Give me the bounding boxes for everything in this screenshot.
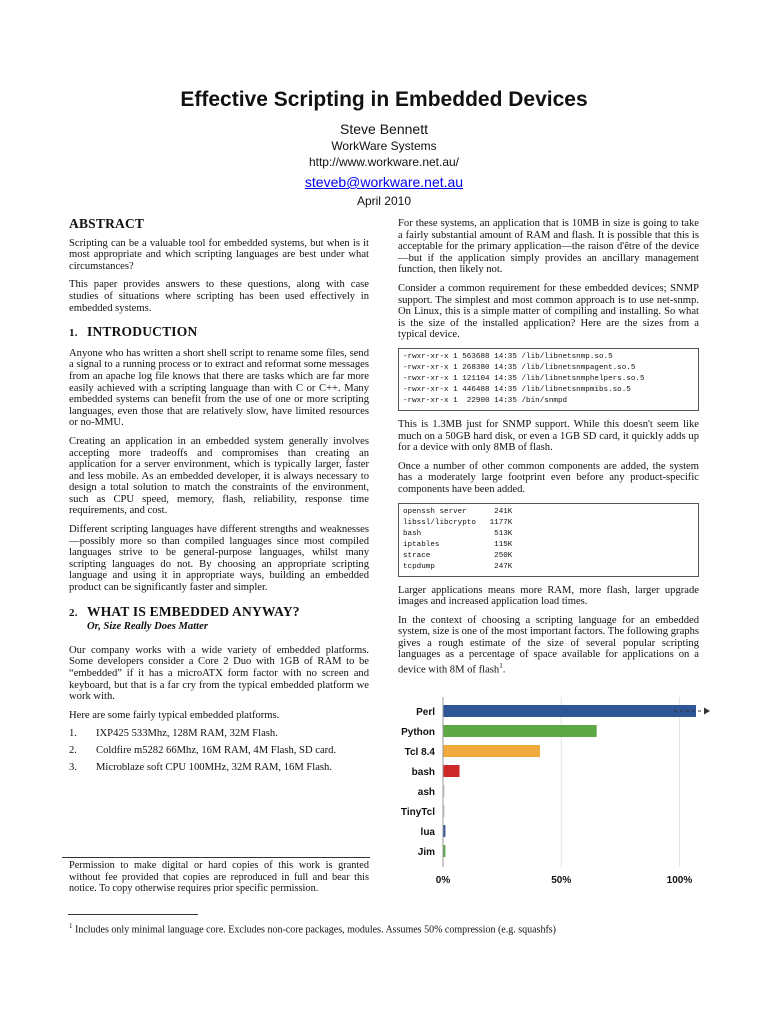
x-tick-label: 100%: [666, 875, 693, 883]
code-line: openssh server 241K: [403, 507, 513, 516]
truncation-arrow-icon: [704, 708, 710, 715]
bar: [443, 705, 696, 717]
author-organization: WorkWare Systems: [331, 139, 437, 153]
code-listing-snmp: [398, 348, 699, 411]
section-heading: [69, 326, 369, 340]
code-line: -rwxr-xr-x 1 446488 14:35 /lib/libnetsnmpmibs.so.5: [403, 385, 631, 394]
body-paragraph: [398, 615, 699, 677]
list-item: [69, 745, 369, 757]
list-item: [69, 728, 369, 740]
body-paragraph: Anyone who has written a short shell script to rename some files, send a signal to a running process or to extract and reformat some messages from an apache log file knows that there are tasks which are far more easily achieved with a scripting language than with C or C++. Many embedded systems can benefit from the use of one or more scripting languages, even those that are relatively slow, have limited resources or no-MMU.: [69, 347, 369, 429]
body-paragraph: For these systems, an application that is 10MB in size is going to take a fairly substantial amount of RAM and flash. It is possible that this is acceptable for the primary application—the raison d'être of the device—but if the application simply provides an ancillary management function, then likely not.: [398, 218, 699, 276]
author-url: http://www.workware.net.au/: [308, 155, 460, 169]
paragraph-text: In the context of choosing a scripting language for an embedded system, size is one of the most important factors. The following graphs gives a rough estimate of the size of several popular scripting languages as a percentage of space available for applications on a device with 8M of flash: [398, 614, 699, 676]
code-line: -rwxr-xr-x 1 563688 14:35 /lib/libnetsnmp.so.5: [403, 352, 613, 361]
body-paragraph: Consider a common requirement for these embedded devices; SNMP support. The simplest and most common approach is to use net-snmp. On Linux, this is a simple matter of compiling and installing. So what is the size of the installed application? Here are the sizes from a typical device.: [398, 282, 699, 341]
section-title: INTRODUCTION: [87, 324, 198, 340]
bar: [443, 745, 540, 757]
email-link[interactable]: steveb@workware.net.au: [304, 174, 464, 190]
code-listing-components: [398, 503, 699, 577]
code-line: -rwxr-xr-x 1 121104 14:35 /lib/libnetsnmphelpers.so.5: [403, 374, 645, 383]
footnote-mark: 1: [69, 922, 73, 930]
category-label: TinyTcl: [400, 807, 435, 818]
list-text: Microblaze soft CPU 100MHz, 32M RAM, 16M Flash.: [96, 761, 333, 773]
paragraph-text: .: [502, 664, 506, 676]
section-subtitle: Or, Size Really Does Matter: [87, 621, 208, 633]
paper-date: April 2010: [356, 194, 412, 208]
footnote-text: Includes only minimal language core. Excludes non-core packages, modules. Assumes 50% compression (e.g. squashfs): [72, 924, 556, 936]
code-line: tcpdump 247K: [403, 562, 513, 571]
platform-list: [69, 728, 369, 773]
code-line: iptables 115K: [403, 540, 513, 549]
bar: [443, 765, 460, 777]
body-paragraph: Different scripting languages have different strengths and weaknesses—possibly more so than compiled languages since most compiled languages strive to be general-purpose languages, whilst many scripting languages do not. By choosing an appropriate scripting language and using it in appropriate ways, building an embedded product can be significantly faster and simpler.: [69, 524, 369, 594]
permission-notice: Permission to make digital or hard copies of this work is granted without fee provided that copies are reproduced in full and bear this notice. To copy otherwise requires prior specific permission.: [69, 860, 369, 895]
code-line: bash 513K: [403, 529, 513, 538]
section-heading: [69, 603, 369, 620]
list-number: 1.: [69, 728, 77, 740]
footnote-ref[interactable]: 1: [499, 662, 503, 671]
paper-title: Effective Scripting in Embedded Devices: [180, 88, 588, 111]
code-line: -rwxr-xr-x 1 22900 14:35 /bin/snmpd: [403, 396, 568, 405]
body-paragraph: Larger applications means more RAM, more flash, larger upgrade images and increased application load times.: [398, 584, 699, 608]
list-text: Coldfire m5282 66Mhz, 16M RAM, 4M Flash, SD card.: [96, 744, 337, 756]
category-label: lua: [420, 827, 435, 838]
category-label: Jim: [417, 847, 435, 858]
body-paragraph: Creating an application in an embedded system generally involves accepting more tradeoffs and compromises than creating an application for a server environment, which is typically larger, faster and less mobile. As an embedded developer, it is always necessary to design a total solution to match the constraints of the environment, such as CPU speed, memory, flash, reliability, response time requirements, and cost.: [69, 435, 369, 517]
author-name: Steve Bennett: [340, 121, 428, 137]
permission-divider: [62, 857, 370, 858]
category-label: Tcl 8.4: [404, 747, 435, 758]
section-title: WHAT IS EMBEDDED ANYWAY?: [87, 603, 300, 619]
category-label: bash: [411, 767, 435, 778]
size-bar-chart: [398, 693, 718, 883]
x-tick-label: 50%: [551, 875, 572, 883]
category-label: Perl: [416, 707, 435, 718]
list-number: 3.: [69, 761, 77, 773]
abstract-paragraph: This paper provides answers to these questions, along with case studies of situations where scripting has been used effectively in embedded systems.: [69, 279, 369, 314]
category-label: ash: [417, 787, 435, 798]
list-number: 2.: [69, 744, 77, 756]
x-tick-label: 0%: [435, 875, 451, 883]
list-text: IXP425 533Mhz, 128M RAM, 32M Flash.: [96, 728, 278, 740]
list-item: [69, 762, 369, 774]
section-number: 2.: [69, 606, 78, 619]
code-line: strace 250K: [403, 551, 513, 560]
body-paragraph: Once a number of other common components are added, the system has a moderately large footprint even before any product-specific components have been added.: [398, 460, 699, 495]
footnote: [69, 922, 709, 935]
email-line: [0, 174, 768, 190]
abstract-heading: ABSTRACT: [69, 216, 145, 231]
left-column: [69, 218, 369, 780]
bar: [443, 725, 597, 737]
body-paragraph: Our company works with a wide variety of embedded platforms. Some developers consider a Core 2 Duo with 1GB of RAM to be “embedded” if it has a microATX form factor with no screen and keyboard, but that is a far cry from the typical embedded platform we work with.: [69, 644, 369, 703]
section-number: 1.: [69, 327, 78, 340]
footnote-divider: [68, 914, 198, 915]
body-paragraph: Here are some fairly typical embedded platforms.: [69, 709, 280, 721]
code-line: -rwxr-xr-x 1 268380 14:35 /lib/libnetsnmpagent.so.5: [403, 363, 636, 372]
category-label: Python: [401, 727, 435, 738]
code-line: libssl/libcrypto 1177K: [403, 518, 513, 527]
right-column: [398, 218, 699, 683]
body-paragraph: This is 1.3MB just for SNMP support. While this doesn't seem like much on a 50GB hard disk, or even a 1GB SD card, it quickly adds up for a device with only 8MB of flash.: [398, 418, 699, 454]
abstract-paragraph: Scripting can be a valuable tool for embedded systems, but when is it most appropriate and which scripting languages are best under what circumstances?: [69, 237, 369, 272]
